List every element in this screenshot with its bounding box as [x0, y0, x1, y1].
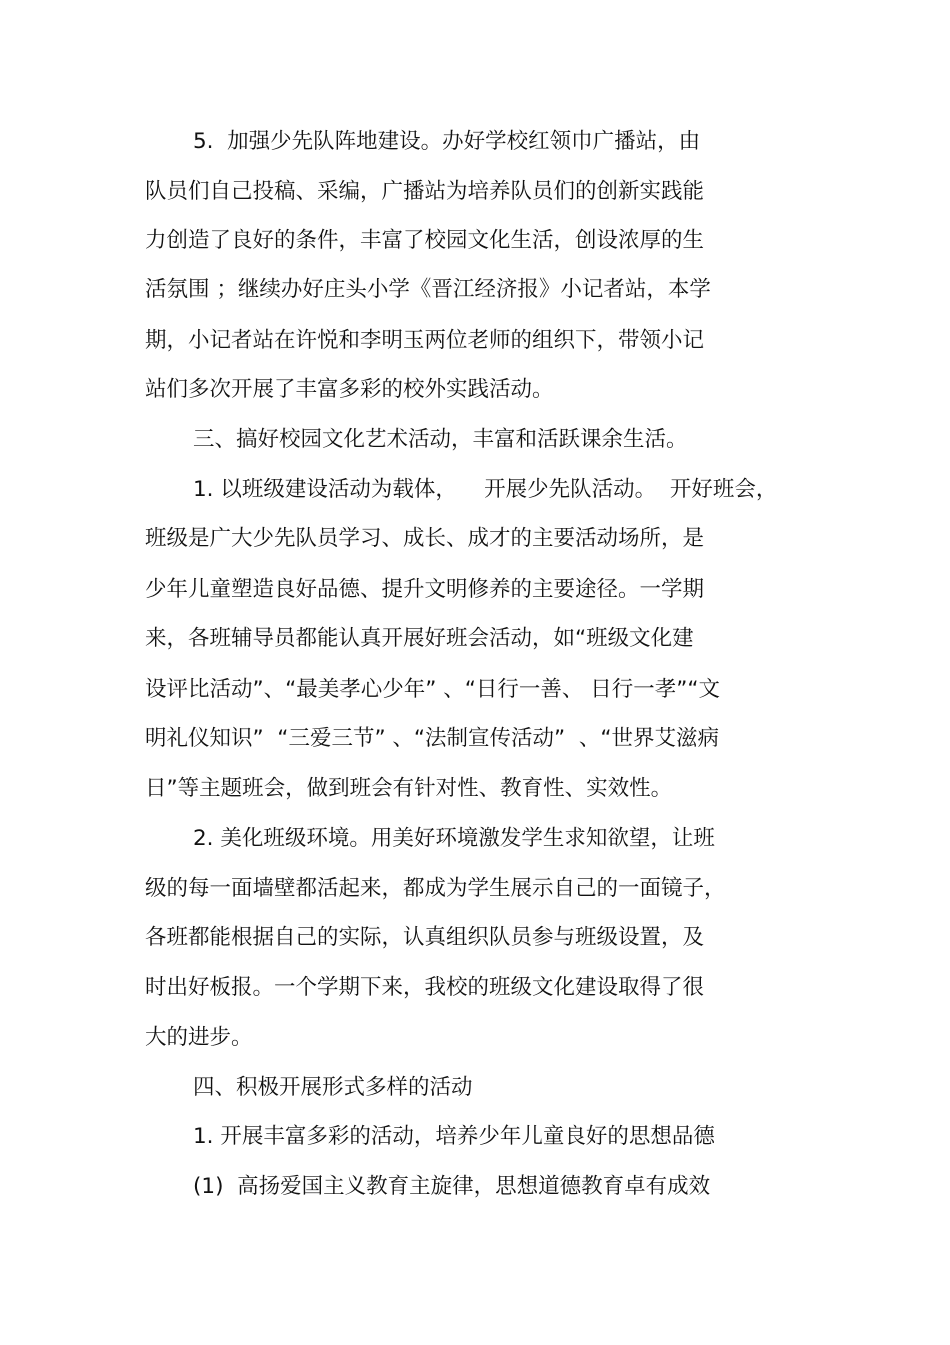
paragraph-line: 站们多次开展了丰富多彩的校外实践活动。: [145, 377, 554, 402]
paragraph-line: 少年儿童塑造良好品德、提升文明修养的主要途径。一学期: [145, 577, 705, 602]
paragraph-line: 1. 以班级建设活动为载体， 开展少先队活动。 开好班会，: [193, 477, 778, 502]
section-heading: 四、积极开展形式多样的活动: [193, 1075, 473, 1100]
paragraph-line: 5. 加强少先队阵地建设。办好学校红领巾广播站，由: [193, 129, 701, 154]
paragraph-line: 队员们自己投稿、采编，广播站为培养队员们的创新实践能: [145, 179, 705, 204]
paragraph-line: 大的进步。: [145, 1025, 253, 1050]
paragraph-line: 期，小记者站在许悦和李明玉两位老师的组织下，带领小记: [145, 328, 705, 353]
paragraph-line: 班级是广大少先队员学习、成长、成才的主要活动场所，是: [145, 526, 705, 551]
paragraph-line: 力创造了良好的条件，丰富了校园文化生活，创设浓厚的生: [145, 228, 705, 253]
paragraph-line: 级的每一面墙壁都活起来，都成为学生展示自己的一面镜子，: [145, 876, 726, 901]
paragraph-line: 时出好板报。一个学期下来，我校的班级文化建设取得了很: [145, 975, 705, 1000]
section-heading: 三、搞好校园文化艺术活动，丰富和活跃课余生活。: [193, 427, 688, 452]
subsection-heading: (1) 高扬爱国主义教育主旋律，思想道德教育卓有成效: [193, 1174, 711, 1199]
paragraph-line: 日”等主题班会，做到班会有针对性、教育性、实效性。: [145, 776, 673, 801]
paragraph-line: 2. 美化班级环境。用美好环境激发学生求知欲望，让班: [193, 826, 715, 851]
paragraph-line: 各班都能根据自己的实际，认真组织队员参与班级设置，及: [145, 925, 705, 950]
paragraph-line: 来，各班辅导员都能认真开展好班会活动，如“班级文化建: [145, 626, 694, 651]
paragraph-line: 活氛围 ；继续办好庄头小学《晋江经济报》小记者站，本学: [145, 277, 711, 302]
paragraph-line: 设评比活动”、“最美孝心少年” 、“日行一善、 日行一孝”“文: [145, 677, 721, 702]
subsection-heading: 1. 开展丰富多彩的活动，培养少年儿童良好的思想品德: [193, 1124, 715, 1149]
paragraph-line: 明礼仪知识” “三爱三节” 、“法制宣传活动” 、“世界艾滋病: [145, 726, 720, 751]
